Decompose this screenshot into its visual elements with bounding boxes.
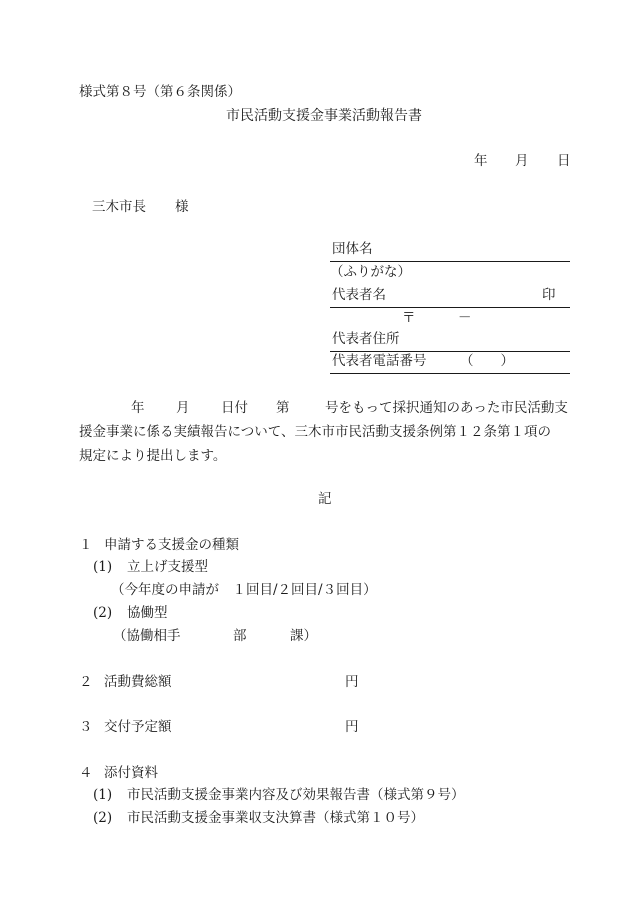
document-title: 市民活動支援金事業活動報告書: [226, 108, 422, 124]
addressee-honorific: 様: [175, 199, 189, 215]
addressee-name: 三木市長: [92, 199, 146, 215]
address-field[interactable]: [330, 333, 570, 352]
section1-option1-label: 立上げ支援型: [127, 559, 208, 575]
attachment2-text: 市民活動支援金事業収支決算書（様式第１０号）: [127, 810, 424, 826]
date-year: 年: [474, 153, 488, 169]
section1-option2-label: 協働型: [127, 605, 168, 621]
attachment1-number: (1): [93, 787, 113, 803]
attachment1-text: 市民活動支援金事業内容及び効果報告書（様式第９号）: [127, 787, 465, 803]
section1-option2-number: (2): [93, 605, 113, 621]
group-name-label: 団体名: [332, 241, 373, 257]
phone-field[interactable]: [330, 355, 570, 374]
attachment2-number: (2): [93, 810, 113, 826]
section3-number: ３: [79, 719, 93, 735]
body-dai: 第: [276, 400, 290, 416]
body-line1-rest: 号をもって採択通知のあった市民活動支: [325, 400, 568, 416]
postal-mark: 〒: [402, 310, 416, 326]
body-line3: 規定により提出します。: [79, 448, 227, 464]
representative-field[interactable]: [330, 289, 570, 308]
section1-option1-note: （今年度の申請が １回目/２回目/３回目）: [111, 582, 377, 598]
form-number: 様式第８号（第６条関係）: [79, 84, 241, 100]
body-line2: 援金事業に係る実績報告について、三木市市民活動支援条例第１２条第１項の: [79, 424, 551, 440]
body-month: 月: [176, 400, 190, 416]
ki-heading: 記: [318, 491, 332, 507]
representative-label: 代表者名: [332, 287, 386, 303]
phone-parens: （ ）: [460, 353, 514, 369]
phone-label: 代表者電話番号: [332, 353, 427, 369]
section2-number: ２: [79, 674, 93, 690]
section3-unit: 円: [345, 719, 359, 735]
date-day: 日: [557, 153, 571, 169]
seal-mark: 印: [542, 287, 556, 303]
date-month: 月: [515, 153, 529, 169]
body-year: 年: [131, 400, 145, 416]
body-day-suffix: 日付: [221, 400, 248, 416]
section1-number: １: [79, 537, 93, 553]
section2-unit: 円: [345, 674, 359, 690]
section1-option1-number: (1): [93, 559, 113, 575]
postal-dash: －: [458, 310, 472, 326]
group-name-field[interactable]: [330, 243, 570, 262]
section1-partner-bu: 部: [233, 628, 247, 644]
section1-title: 申請する支援金の種類: [104, 537, 239, 553]
section3-title: 交付予定額: [104, 719, 172, 735]
section4-title: 添付資料: [104, 765, 158, 781]
section2-title: 活動費総額: [104, 674, 172, 690]
section1-partner-ka: 課）: [290, 628, 317, 644]
furigana-label: （ふりがな）: [330, 264, 411, 280]
section1-partner-label: （協働相手: [113, 628, 181, 644]
address-label: 代表者住所: [332, 331, 400, 347]
section4-number: ４: [79, 765, 93, 781]
